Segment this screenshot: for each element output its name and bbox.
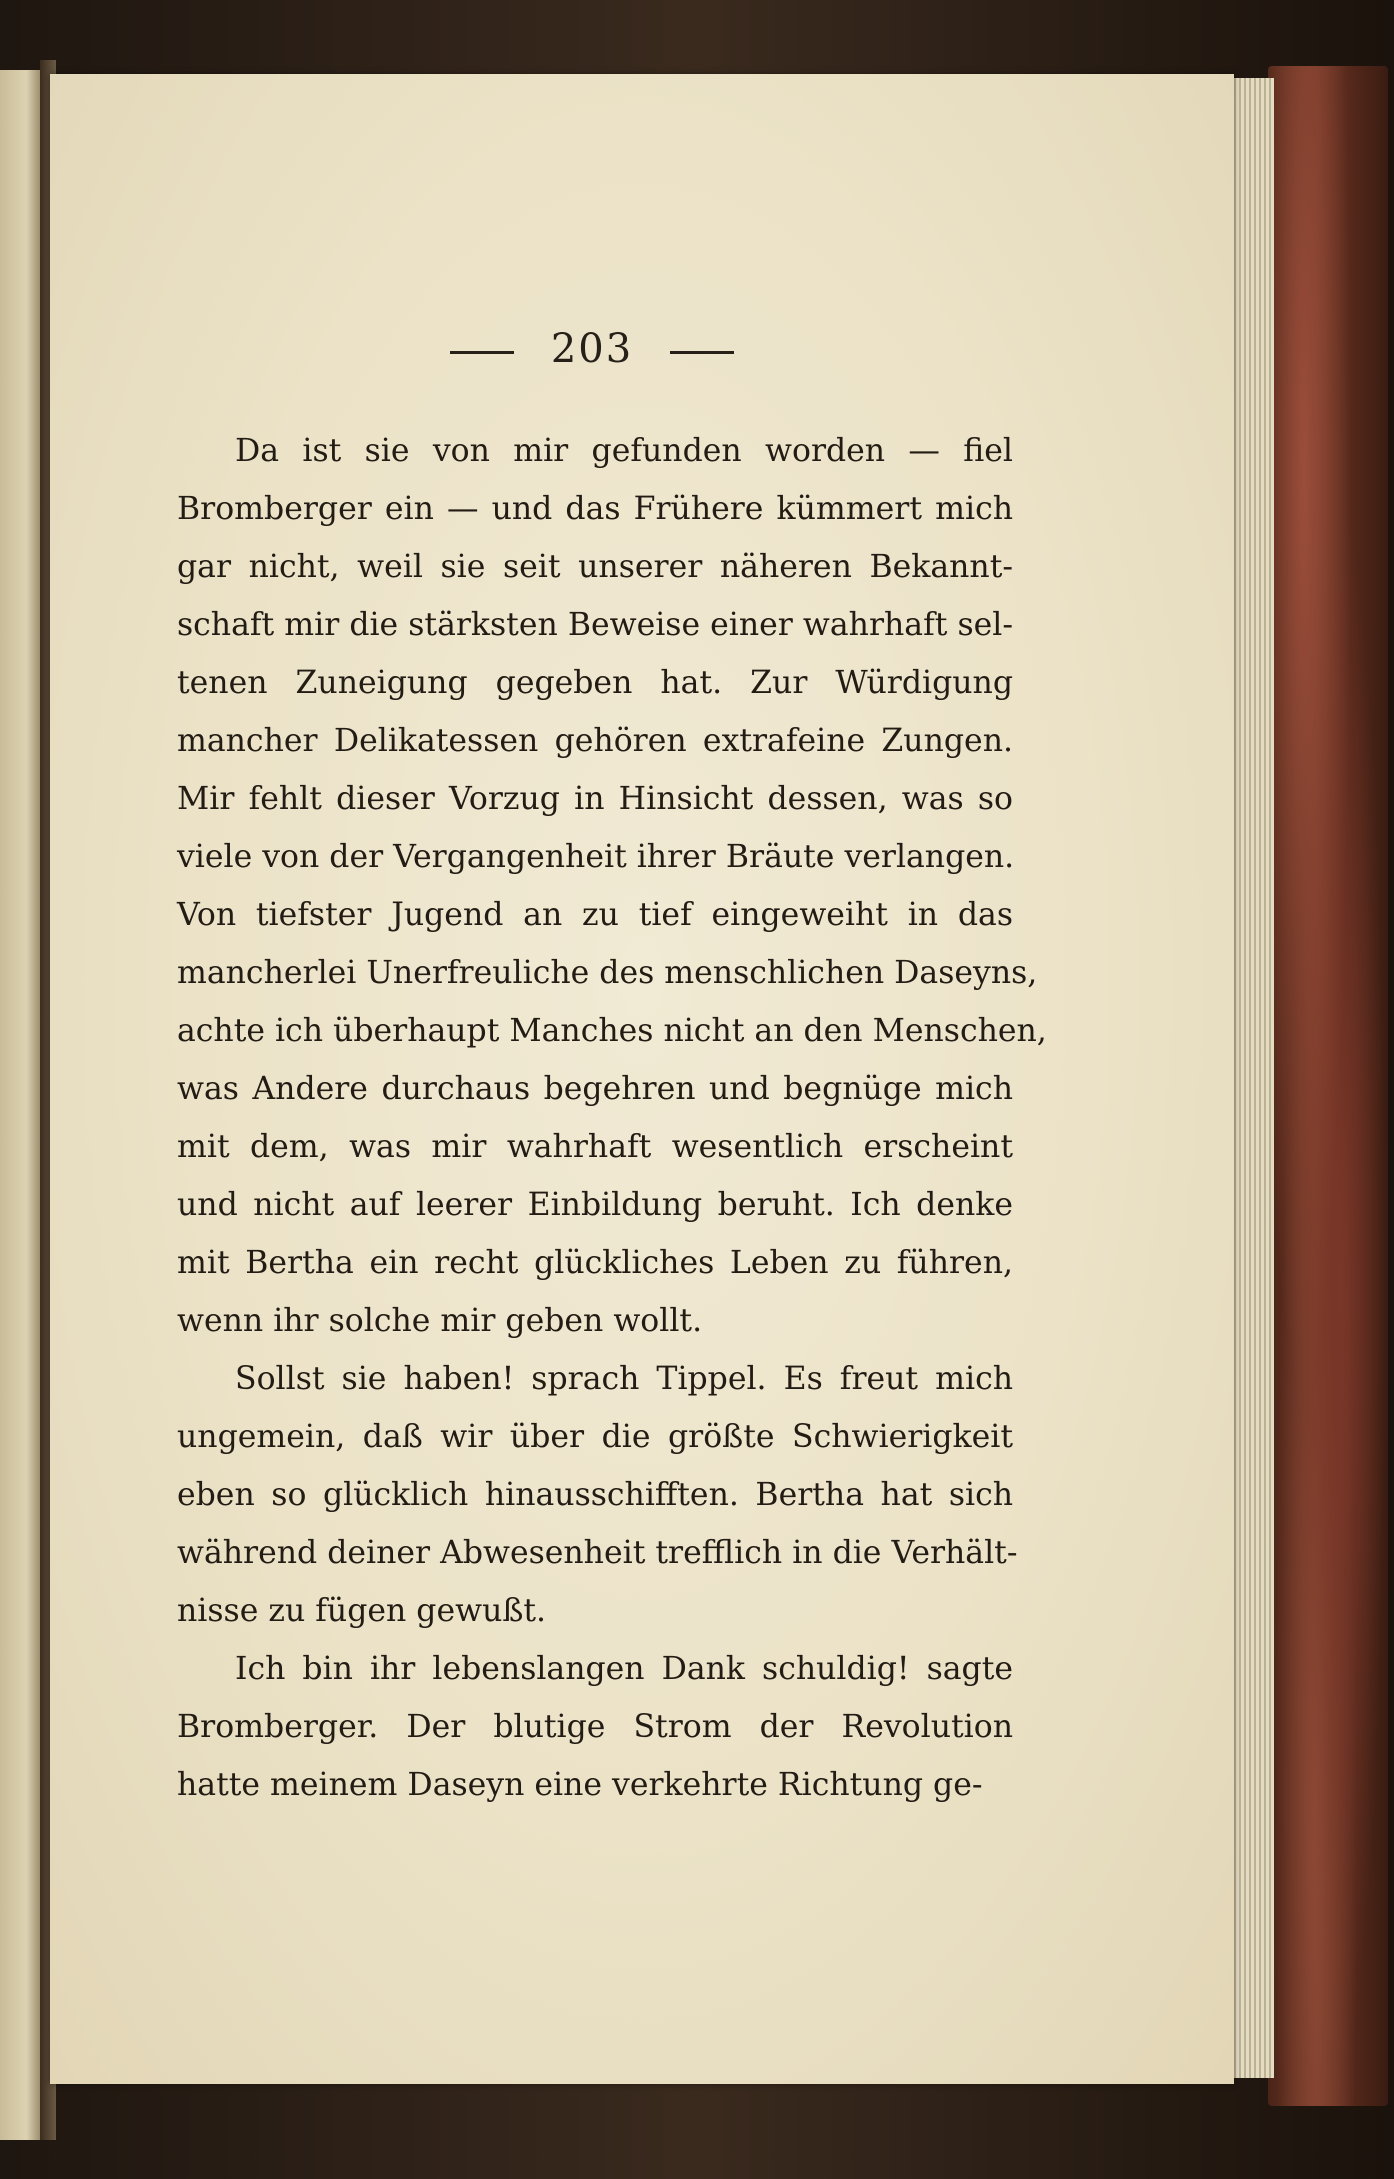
- paragraph: [177, 1640, 1013, 1814]
- text-line: schaft mir die stärksten Beweise einer wahrhaft sel-: [177, 607, 1013, 643]
- text-line: und nicht auf leerer Einbildung beruht. Ich denke: [177, 1187, 1013, 1223]
- page-header: [50, 326, 1134, 372]
- text-line: Von tiefster Jugend an zu tief eingeweiht in das: [177, 897, 1013, 933]
- text-line: tenen Zuneigung gegeben hat. Zur Würdigung: [177, 665, 1013, 701]
- text-line: eben so glücklich hinausschifften. Bertha hat sich: [177, 1477, 1013, 1513]
- text-line: Da ist sie von mir gefunden worden — fiel: [235, 433, 1013, 469]
- text-line: Ich bin ihr lebenslangen Dank schuldig! sagte: [235, 1651, 1013, 1687]
- text-line: mancherlei Unerfreuliche des menschlichen Daseyns,: [177, 955, 1038, 991]
- paragraph: [177, 1350, 1018, 1640]
- text-line: Bromberger. Der blutige Strom der Revolution: [177, 1709, 1013, 1745]
- page-body-text: [177, 422, 1047, 1814]
- text-line: gar nicht, weil sie seit unserer näheren Bekannt-: [177, 549, 1013, 585]
- header-dash-right: [670, 351, 734, 354]
- text-line: ungemein, daß wir über die größte Schwierigkeit: [177, 1419, 1013, 1455]
- header-dash-left: [450, 351, 514, 354]
- text-line: achte ich überhaupt Manches nicht an den Menschen,: [177, 1013, 1047, 1049]
- text-line: während deiner Abwesenheit trefflich in die Verhält-: [177, 1535, 1018, 1571]
- page-number: 203: [550, 326, 634, 372]
- text-line: nisse zu fügen gewußt.: [177, 1593, 547, 1629]
- text-line: mancher Delikatessen gehören extrafeine Zungen.: [177, 723, 1013, 759]
- book-page: [50, 74, 1234, 2084]
- paragraph: [177, 422, 1047, 1350]
- facing-page-edge: [0, 70, 44, 2140]
- text-line: Sollst sie haben! sprach Tippel. Es freut mich: [235, 1361, 1013, 1397]
- text-line: wenn ihr solche mir geben wollt.: [177, 1303, 703, 1339]
- text-line: viele von der Vergangenheit ihrer Bräute verlangen.: [177, 839, 1015, 875]
- text-line: mit dem, was mir wahrhaft wesentlich erscheint: [177, 1129, 1013, 1165]
- text-line: mit Bertha ein recht glückliches Leben zu führen,: [177, 1245, 1013, 1281]
- text-line: was Andere durchaus begehren und begnüge mich: [177, 1071, 1013, 1107]
- text-line: Mir fehlt dieser Vorzug in Hinsicht dessen, was so: [177, 781, 1013, 817]
- text-line: hatte meinem Daseyn eine verkehrte Richtung ge-: [177, 1767, 983, 1803]
- book-cover-edge: [1268, 66, 1388, 2106]
- text-line: Bromberger ein — und das Frühere kümmert mich: [177, 491, 1013, 527]
